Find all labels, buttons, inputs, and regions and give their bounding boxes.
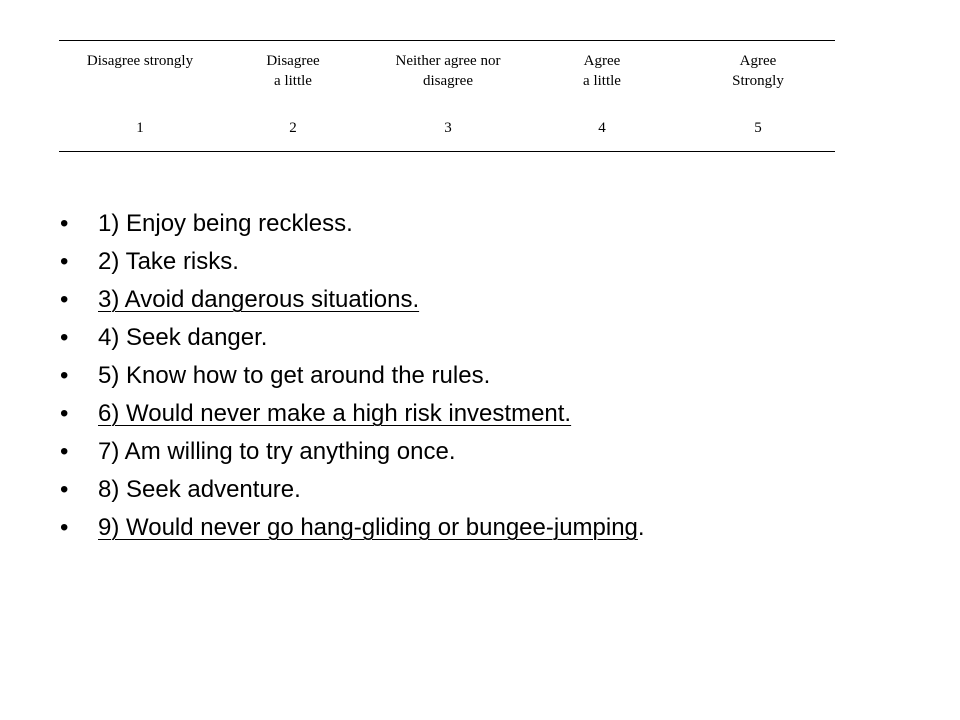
list-item (60, 319, 940, 357)
scale-option-5 (663, 51, 853, 136)
list-item (60, 357, 940, 395)
item-text: 1) Enjoy being reckless. (98, 210, 353, 237)
scale-option-value: 4 (598, 120, 606, 136)
list-item (60, 509, 940, 547)
scale-option-label-line1: Disagree (266, 53, 320, 69)
scale-option-value: 5 (754, 120, 762, 136)
bullet-icon: • (60, 514, 69, 541)
scale-option-label-line2: a little (274, 73, 312, 89)
bullet-icon: • (60, 438, 69, 465)
bullet-icon: • (60, 286, 69, 313)
list-item (60, 395, 940, 433)
item-text: 4) Seek danger. (98, 324, 268, 351)
item-text: 7) Am willing to try anything once. (98, 438, 456, 465)
item-text: 2) Take risks. (98, 248, 239, 275)
bullet-icon: • (60, 400, 69, 427)
bullet-icon: • (60, 210, 69, 237)
item-trailing-punctuation: . (637, 514, 645, 541)
list-item (60, 243, 940, 281)
bullet-icon: • (60, 324, 69, 351)
item-list (60, 205, 940, 547)
list-item (60, 281, 940, 319)
bullet-icon: • (60, 476, 69, 503)
response-scale (59, 40, 835, 152)
scale-option-label-line1: Agree (739, 53, 777, 69)
item-text: 5) Know how to get around the rules. (98, 362, 491, 389)
scale-option-label (663, 51, 853, 91)
scale-option-label-line2: Strongly (732, 73, 784, 89)
list-item (60, 205, 940, 243)
scale-option-label-line1: Neither agree nor (395, 53, 501, 69)
list-item (60, 433, 940, 471)
scale-option-label-line2: a little (583, 73, 621, 89)
bullet-icon: • (60, 362, 69, 389)
scale-option-label-line1: Disagree strongly (86, 53, 194, 69)
scale-option-value: 2 (289, 120, 297, 136)
item-text: 9) Would never go hang-gliding or bungee-jumping (98, 514, 638, 541)
scale-option-label-line1: Agree (583, 53, 621, 69)
item-text: 8) Seek adventure. (98, 476, 301, 503)
list-item (60, 471, 940, 509)
item-text: 3) Avoid dangerous situations. (98, 286, 420, 313)
item-text: 6) Would never make a high risk investment. (98, 400, 572, 427)
scale-option-label-line2: disagree (423, 73, 473, 89)
bullet-icon: • (60, 248, 69, 275)
scale-option-value: 1 (136, 120, 144, 136)
scale-option-value: 3 (444, 120, 452, 136)
